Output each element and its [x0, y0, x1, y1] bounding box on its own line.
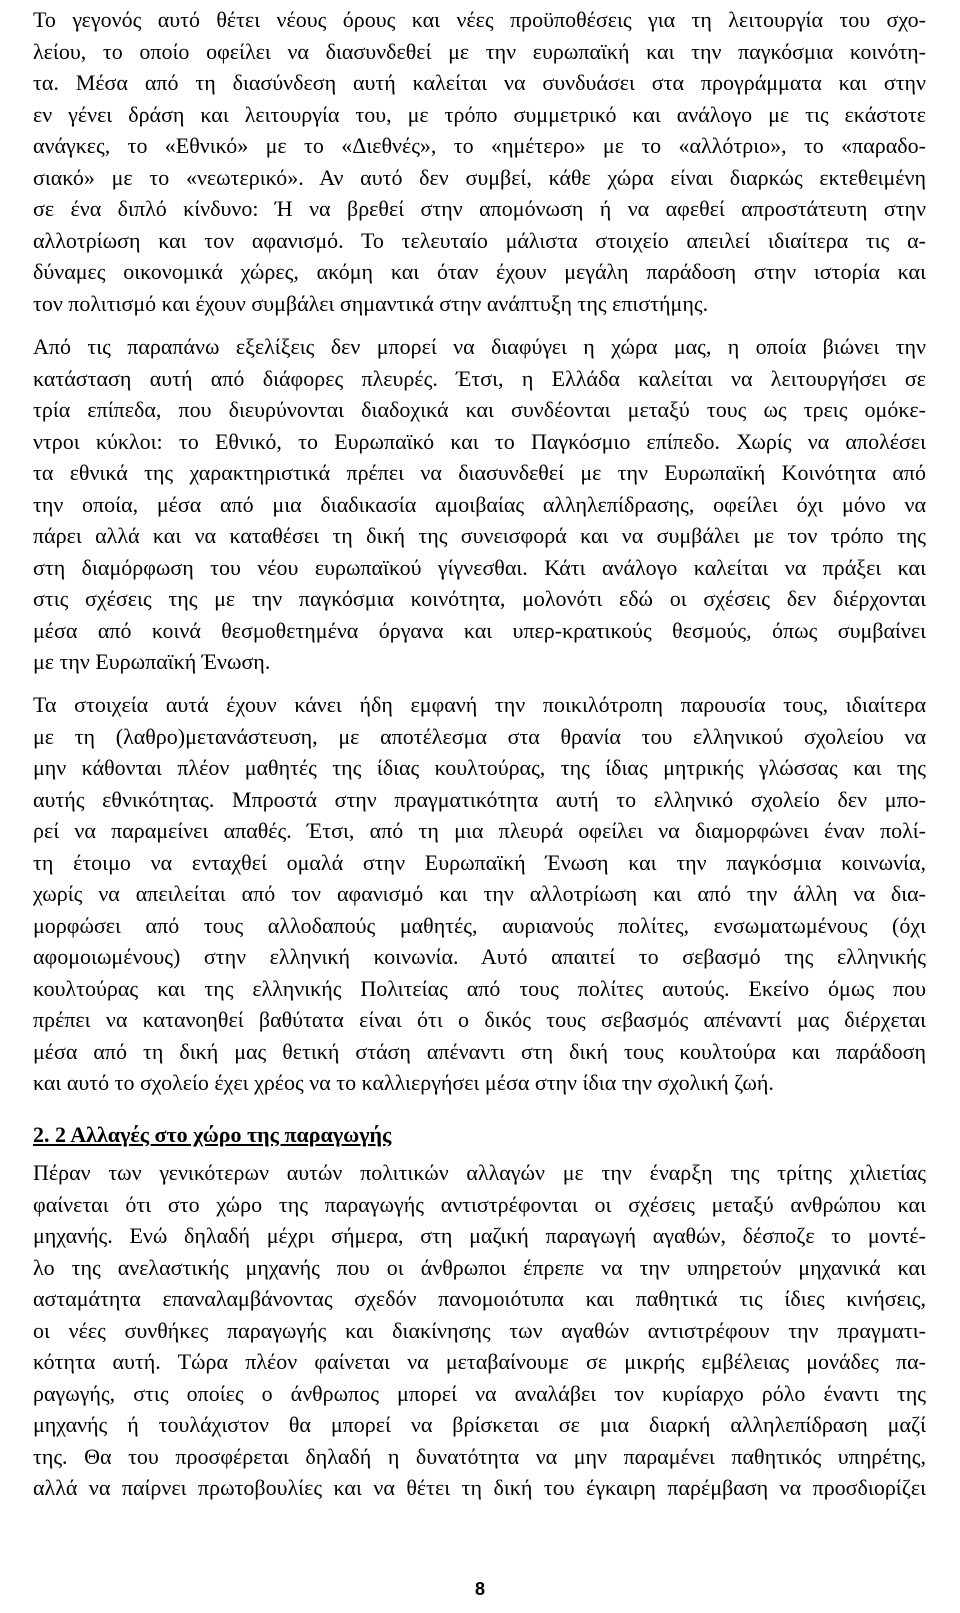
text-line: ρεί να παραμείνει απαθές. Έτσι, από τη μια πλευρά οφείλει να διαμορφώνει έναν πολί-	[33, 818, 926, 843]
text-line: με την Ευρωπαϊκή Ένωση.	[33, 649, 271, 674]
text-line: στις σχέσεις της με την παγκόσμια κοινότητα, μολονότι εδώ οι σχέσεις δεν διέρχονται	[33, 586, 926, 611]
text-line: τα. Μέσα από τη διασύνδεση αυτή καλείται να συνδυάσει στα προγράμματα και στην	[33, 70, 926, 95]
text-line: σιακό» με το «νεωτερικό». Αν αυτό δεν συμβεί, κάθε χώρα είναι διαρκώς εκτεθειμένη	[33, 164, 926, 190]
paragraph-3	[33, 689, 926, 1099]
text-line: εν γένει δράση και λειτουργία του, με τρόπο συμμετρικό και ανάλογο με τις εκάστοτε	[33, 101, 926, 127]
text-line: Τα στοιχεία αυτά έχουν κάνει ήδη εμφανή την ποικιλότροπη παρουσία τους, ιδιαίτερα	[33, 692, 926, 717]
text-line: κουλτούρας και της ελληνικής Πολιτείας από τους πολίτες αυτούς. Εκείνο όμως που	[33, 975, 926, 1001]
section-heading: 2. 2 Αλλαγές στο χώρο της παραγωγής	[33, 1122, 392, 1147]
text-line: μηχανής. Ενώ δηλαδή μέχρι σήμερα, στη μαζική παραγωγή αγαθών, δέσποζε το μοντέ-	[33, 1223, 926, 1248]
text-line: αλλοτρίωση και τον αφανισμό. Το τελευταίο μάλιστα στοιχείο απειλεί ιδιαίτερα τις α-	[33, 227, 926, 253]
text-line: Πέραν των γενικότερων αυτών πολιτικών αλλαγών με την έναρξη της τρίτης χιλιετίας	[33, 1160, 926, 1185]
text-line: μηχανής ή τουλάχιστον θα μπορεί να βρίσκεται σε μια διαρκή αλληλεπίδραση μαζί	[33, 1412, 926, 1437]
text-line: τρία επίπεδα, που διευρύνονται διαδοχικά και συνδέονται μεταξύ τους ως τρεις ομόκε-	[33, 397, 926, 422]
text-line: αυτής εθνικότητας. Μπροστά στην πραγματικότητα αυτή το ελληνικό σχολείο δεν μπο-	[33, 786, 926, 812]
text-line: Το γεγονός αυτό θέτει νέους όρους και νέες προϋποθέσεις για τη λειτουργία του σχο-	[33, 7, 926, 32]
text-line: λείου, το οποίο οφείλει να διασυνδεθεί με την ευρωπαϊκή και την παγκόσμια κοινότη-	[33, 38, 926, 64]
text-line: αφομοιωμένους) στην ελληνική κοινωνία. Αυτό απαιτεί το σεβασμό της ελληνικής	[33, 944, 926, 969]
paragraph-2	[33, 331, 926, 678]
text-line: δύναμες οικονομικά χώρες, ακόμη και όταν έχουν μεγάλη παράδοση στην ιστορία και	[33, 259, 926, 284]
text-line: ντροι κύκλοι: το Εθνικό, το Ευρωπαϊκό και το Παγκόσμιο επίπεδο. Χωρίς να απολέσει	[33, 428, 926, 454]
text-line: πρέπει να κατανοηθεί βαθύτατα είναι ότι ο δικός τους σεβασμός απέναντί μας διέρχεται	[33, 1007, 926, 1032]
text-line: κότητα αυτή. Τώρα πλέον φαίνεται να μεταβαίνουμε σε μικρής εμβέλειας μονάδες πα-	[33, 1349, 926, 1374]
text-line: της. Θα του προσφέρεται δηλαδή η δυνατότητα να μην παραμένει παθητικός υπηρέτης,	[33, 1443, 926, 1469]
text-line: και αυτό το σχολείο έχει χρέος να το καλλιεργήσει μέσα στην ίδια την σχολική ζωή.	[33, 1070, 774, 1095]
text-line: στη διαμόρφωση του νέου ευρωπαϊκού γίγνεσθαι. Κάτι ανάλογο καλείται να πράξει και	[33, 554, 926, 580]
text-line: ανάγκες, το «Εθνικό» με το «Διεθνές», το «ημέτερο» με το «αλλότριο», το «παραδο-	[33, 133, 926, 158]
text-line: Από τις παραπάνω εξελίξεις δεν μπορεί να διαφύγει η χώρα μας, η οποία βιώνει την	[33, 334, 926, 359]
text-line: τον πολιτισμό και έχουν συμβάλει σημαντικά στην ανάπτυξη της επιστήμης.	[33, 290, 709, 316]
page-number: 8	[474, 1579, 485, 1599]
text-line: πάρει αλλά και να καταθέσει τη δική της συνεισφορά και να συμβάλει με τον τρόπο της	[33, 523, 926, 548]
text-line: σε ένα διπλό κίνδυνο: Ή να βρεθεί στην απομόνωση ή να αφεθεί απροστάτευτη στην	[33, 196, 926, 221]
text-line: με τη (λαθρο)μετανάστευση, με αποτέλεσμα στα θρανία του ελληνικού σχολείου να	[33, 723, 926, 749]
text-line: ραγωγής, στις οποίες ο άνθρωπος μπορεί να αναλάβει τον κυρίαρχο ρόλο έναντι της	[33, 1380, 926, 1406]
text-line: ασταμάτητα επαναλαμβάνοντας σχεδόν πανομοιότυπα και παθητικά τις ίδιες κινήσεις,	[33, 1286, 926, 1311]
text-line: τα εθνικά της χαρακτηριστικά πρέπει να διασυνδεθεί με την Ευρωπαϊκή Κοινότητα από	[33, 460, 926, 485]
text-line: την οποία, μέσα από μια διαδικασία αμοιβαίας αλληλεπίδρασης, οφείλει όχι μόνο να	[33, 491, 926, 517]
text-line: χωρίς να απειλείται από τον αφανισμό και την αλλοτρίωση και από την άλλη να δια-	[33, 881, 926, 906]
text-line: μέσα από κοινά θεσμοθετημένα όργανα και υπερ-κρατικούς θεσμούς, όπως συμβαίνει	[33, 617, 926, 643]
paragraph-1	[33, 4, 926, 319]
text-line: φαίνεται ότι στο χώρο της παραγωγής αντιστρέφονται οι σχέσεις μεταξύ ανθρώπου και	[33, 1191, 926, 1217]
paragraph-4	[33, 1157, 926, 1504]
text-line: αλλά να παίρνει πρωτοβουλίες και να θέτει τη δική του έγκαιρη παρέμβαση να προσδιορίζει	[33, 1475, 926, 1500]
text-line: τη έτοιμο να ενταχθεί ομαλά στην Ευρωπαϊκή Ένωση και την παγκόσμια κοινωνία,	[33, 849, 926, 875]
text-line: μην κάθονται πλέον μαθητές της ίδιας κουλτούρας, της ίδιας μητρικής γλώσσας και της	[33, 755, 926, 780]
text-line: λο της ανελαστικής μηχανής που οι άνθρωποι έπρεπε να την υπηρετούν μηχανικά και	[33, 1254, 926, 1280]
text-line: μορφώσει από τους αλλοδαπούς μαθητές, αυριανούς πολίτες, ενσωματωμένους (όχι	[33, 912, 926, 938]
text-line: οι νέες συνθήκες παραγωγής και διακίνησης των αγαθών αντιστρέφουν την πραγματι-	[33, 1317, 926, 1343]
text-line: μέσα από τη δική μας θετική στάση απέναντι στη δική τους κουλτούρα και παράδοση	[33, 1038, 926, 1064]
text-line: κατάσταση αυτή από διάφορες πλευρές. Έτσι, η Ελλάδα καλείται να λειτουργήσει σε	[33, 365, 926, 391]
